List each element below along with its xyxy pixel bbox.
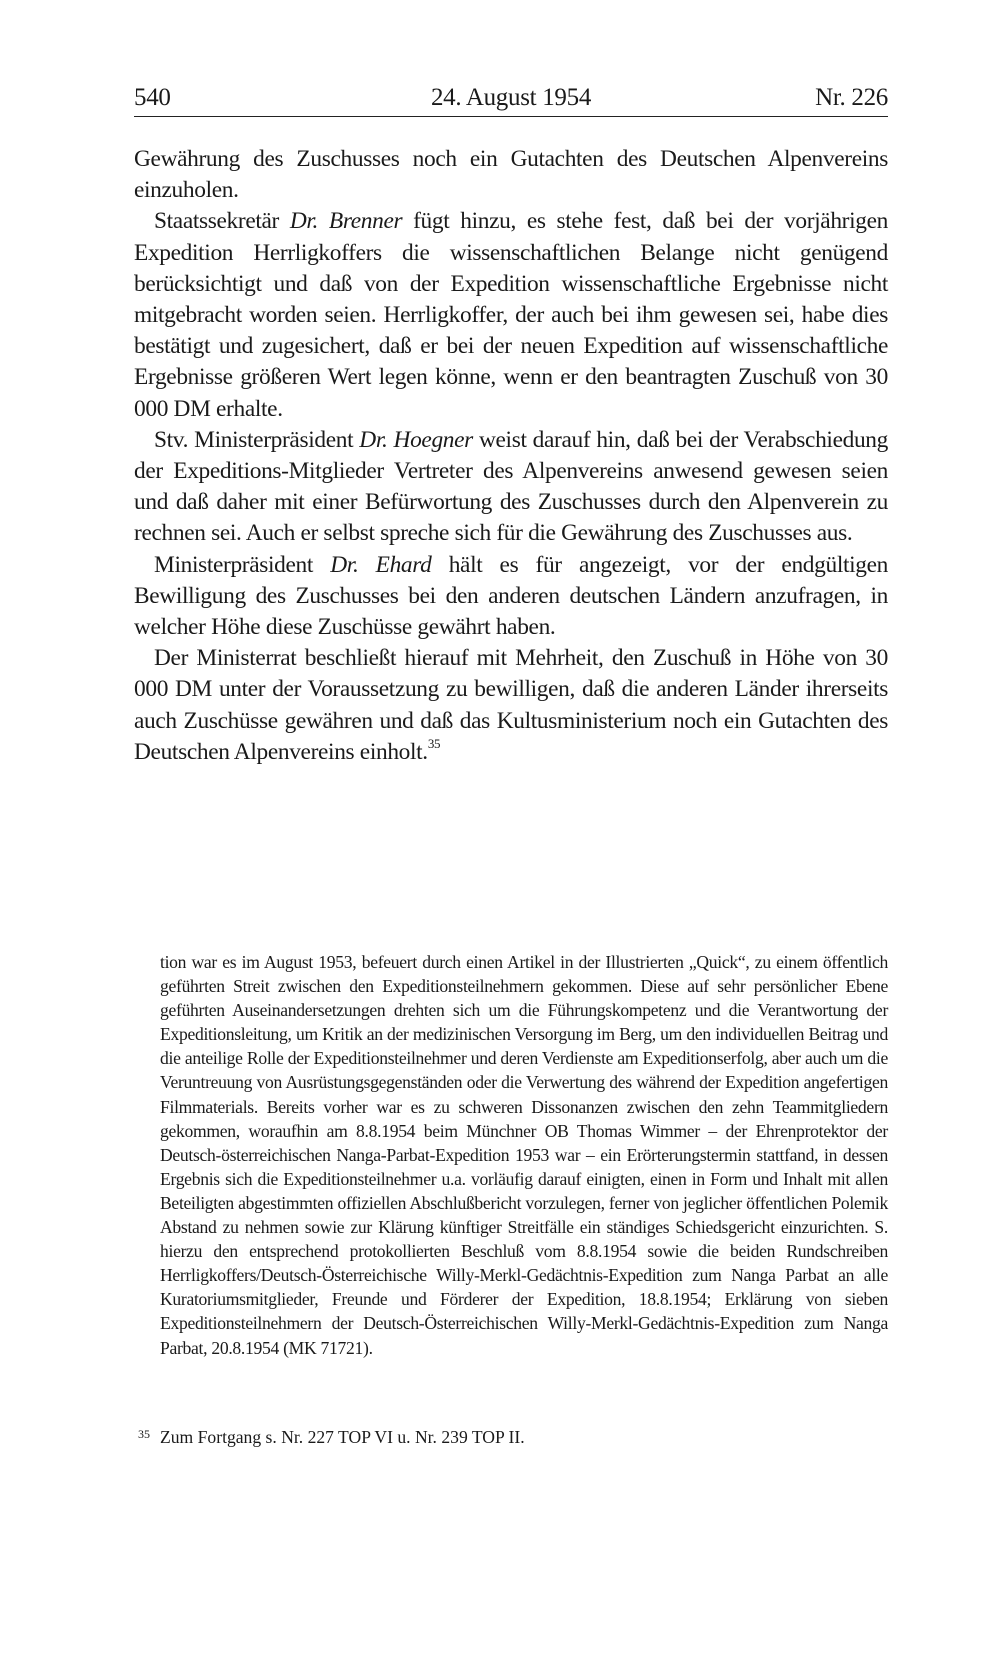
speaker-name: Dr. Brenner <box>289 208 403 235</box>
running-header <box>134 82 888 117</box>
header-date: 24. August 1954 <box>430 84 592 111</box>
main-text <box>134 144 888 768</box>
paragraph-resolution: Der Ministerrat beschließt hierauf mit Mehrheit, den Zuschuß in Höhe von 30 000 DM unter der Voraussetzung zu bewilligen, daß die anderen Länder ihrerseits auch Zuschüsse gewähren und daß das Kultusministerium noch ein Gutachten des Deutschen Alpenvereins einholt.$^{35}$ <box>134 645 888 765</box>
footnote-reference[interactable]: 35 <box>427 736 441 752</box>
speaker-name: Dr. Ehard <box>330 551 432 578</box>
paragraph-ehard: Ministerpräsident Dr. Ehard hält es für angezeigt, vor der endgültigen Bewilligung des Zuschusses bei den anderen deutschen Ländern anzufragen, in welcher Höhe diese Zuschüsse gewährt haben. <box>134 551 888 641</box>
paragraph-hoegner: Stv. Ministerpräsident Dr. Hoegner weist darauf hin, daß bei der Verabschiedung der Expeditions-Mitglieder Vertreter des Alpenvereins anwesend gewesen seien und daß daher mit einer Befürwortung des Zuschusses durch den Alpenverein zu rechnen sei. Auch er selbst spreche sich für die Gewährung des Zuschusses aus. <box>134 426 888 547</box>
page-number: 540 <box>134 84 171 111</box>
footnote-text: Zum Fortgang s. Nr. 227 TOP VI u. Nr. 239 TOP II. <box>160 1427 525 1447</box>
speaker-name: Dr. Hoegner <box>359 426 473 453</box>
paragraph-brenner: Staatssekretär Dr. Brenner fügt hinzu, es stehe fest, daß bei der vorjährigen Expedition Herrligkoffers die wissenschaftlichen Belange nicht genügend berücksichtigt und daß von der Expedition wissenschaftliche Ergebnisse nicht mitgebracht worden seien. Herrligkoffer, der auch bei ihm gewesen sei, habe dies bestätigt und zugesichert, daß er bei der neuen Expedition auf wissenschaftliche Ergebnisse größeren Wert legen könne, wenn er den beantragten Zuschuß von 30 000 DM erhalte. <box>134 208 888 422</box>
paragraph-continued: Gewährung des Zuschusses noch ein Gutachten des Deutschen Alpenvereins einzuholen. <box>134 146 888 204</box>
footnote-mark: 35 <box>138 1427 150 1441</box>
document-number: Nr. 226 <box>815 84 888 111</box>
footnote-continued: tion war es im August 1953, befeuert durch einen Artikel in der Illustrierten „Quick“, zu einem öffentlich geführten Streit zwischen den Expeditionsteilnehmern gekommen. Diese auf sehr persönlicher Ebene geführten Auseinandersetzungen drehten sich um die Führungskompetenz und die Verantwortung der Expeditionsleitung, um Kritik an der medizinischen Versorgung im Berg, um den individuellen Beitrag und die anteilige Rolle der Expeditionsteilnehmer und deren Verdienste am Expeditionserfolg, aber auch um die Veruntreuung von Ausrüstungsgegenständen oder die Verwertung des während der Expedition angefertigen Filmmaterials. Bereits vorher war es zu schweren Dissonanzen zwischen den zehn Teammitgliedern gekommen, woraufhin am 8.8.1954 beim Münchner OB Thomas Wimmer – der Ehrenprotektor der Deutsch-österreichischen Nanga-Parbat-Expedition 1953 war – ein Erörterungstermin stattfand, in dessen Ergebnis sich die Expeditionsteilnehmer u.a. vorläufig darauf einigten, einen in Form und Inhalt mit allen Beteiligten abgestimmten offiziellen Abschlußbericht vorzulegen, ferner von jeglicher öffentlichen Polemik Abstand zu nehmen sowie zur Klärung künftiger Streitfälle ein ständiges Schiedsgericht einzurichten. S. hierzu den entsprechend protokollierten Beschluß vom 8.8.1954 sowie die beiden Rundschreiben Herrligkoffers/Deutsch-Österreichische Willy-Merkl-Gedächtnis-Expedition zum Nanga Parbat an alle Kuratoriumsmitglieder, Freunde und Förderer der Expedition, 18.8.1954; Erklärung von sieben Expeditionsteilnehmern der Deutsch-Österreichischen Willy-Merkl-Gedächtnis-Expedition zum Nanga Parbat, 20.8.1954 (MK 71721). <box>160 952 888 1358</box>
